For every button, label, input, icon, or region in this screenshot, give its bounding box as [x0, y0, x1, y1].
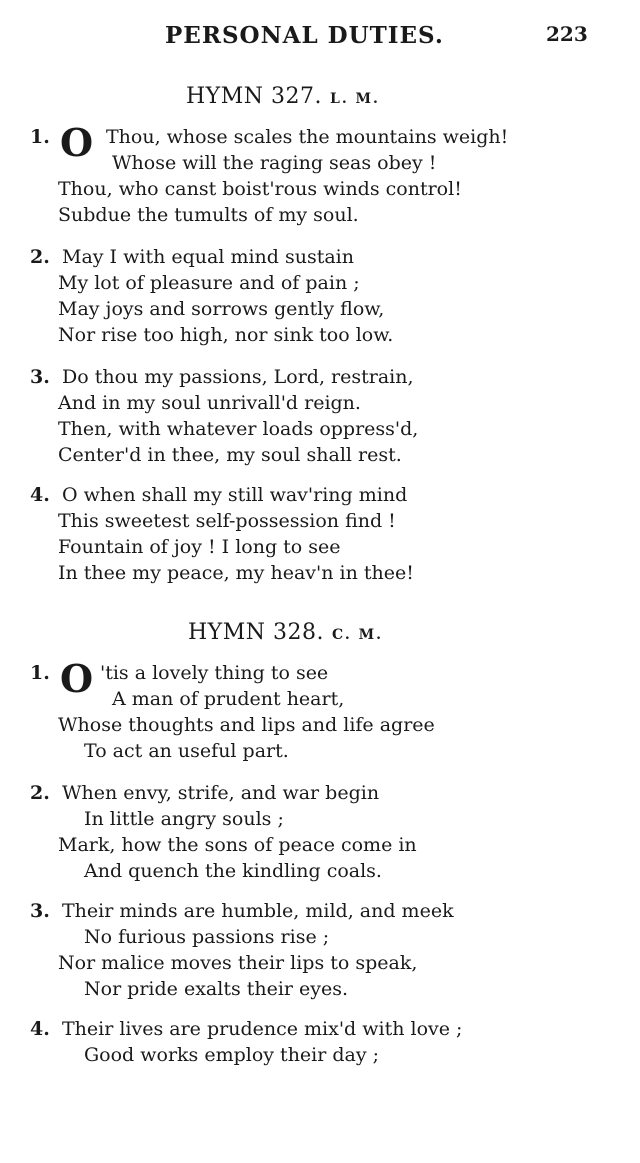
verse-line: When envy, strife, and war begin [62, 782, 380, 804]
hymn-title-text: HYMN 328. [188, 620, 324, 645]
hymn-327-title [186, 84, 380, 109]
verse-line: A man of prudent heart, [112, 688, 345, 710]
verse-number: 4. [30, 484, 50, 506]
verse-line: This sweetest self-possession find ! [58, 510, 396, 532]
verse-line: 'tis a lovely thing to see [100, 662, 329, 684]
hymn-title-text: HYMN 327. [186, 84, 322, 109]
verse-line: My lot of pleasure and of pain ; [58, 272, 360, 294]
drop-cap: O [60, 120, 94, 165]
verse-line: No furious passions rise ; [84, 926, 330, 948]
verse-line: And in my soul unrivall'd reign. [58, 392, 361, 414]
verse-line: Whose will the raging seas obey ! [112, 152, 437, 174]
verse-number: 2. [30, 246, 50, 268]
verse-line: Do thou my passions, Lord, restrain, [62, 366, 414, 388]
hymn-meter: C. M. [331, 627, 383, 643]
verse-line: Mark, how the sons of peace come in [58, 834, 417, 856]
verse-line: Thou, whose scales the mountains weigh! [106, 126, 509, 148]
hymn-meter: L. M. [329, 91, 380, 107]
verse-line: And quench the kindling coals. [84, 860, 382, 882]
verse-line: Center'd in thee, my soul shall rest. [58, 444, 402, 466]
verse-line: Their minds are humble, mild, and meek [62, 900, 454, 922]
verse-line: Then, with whatever loads oppress'd, [58, 418, 419, 440]
verse-line: Nor rise too high, nor sink too low. [58, 324, 394, 346]
hymn-328-title [188, 620, 383, 645]
running-head: PERSONAL DUTIES. [165, 22, 444, 49]
verse-line: In little angry souls ; [84, 808, 284, 830]
verse-number: 4. [30, 1018, 50, 1040]
verse-line: Whose thoughts and lips and life agree [58, 714, 435, 736]
verse-line: May I with equal mind sustain [62, 246, 354, 268]
verse-line: In thee my peace, my heav'n in thee! [58, 562, 414, 584]
verse-line: Their lives are prudence mix'd with love ; [62, 1018, 463, 1040]
verse-line: O when shall my still wav'ring mind [62, 484, 408, 506]
drop-cap: O [60, 656, 94, 701]
verse-line: Nor malice moves their lips to speak, [58, 952, 418, 974]
verse-line: Thou, who canst boist'rous winds control! [58, 178, 462, 200]
verse-line: Subdue the tumults of my soul. [58, 204, 359, 226]
page-number: 223 [546, 22, 588, 46]
verse-number: 1. [30, 662, 50, 684]
verse-number: 3. [30, 900, 50, 922]
verse-number: 3. [30, 366, 50, 388]
verse-number: 1. [30, 126, 50, 148]
verse-number: 2. [30, 782, 50, 804]
verse-line: Nor pride exalts their eyes. [84, 978, 349, 1000]
verse-line: Good works employ their day ; [84, 1044, 380, 1066]
verse-line: May joys and sorrows gently flow, [58, 298, 385, 320]
verse-line: To act an useful part. [84, 740, 289, 762]
verse-line: Fountain of joy ! I long to see [58, 536, 341, 558]
